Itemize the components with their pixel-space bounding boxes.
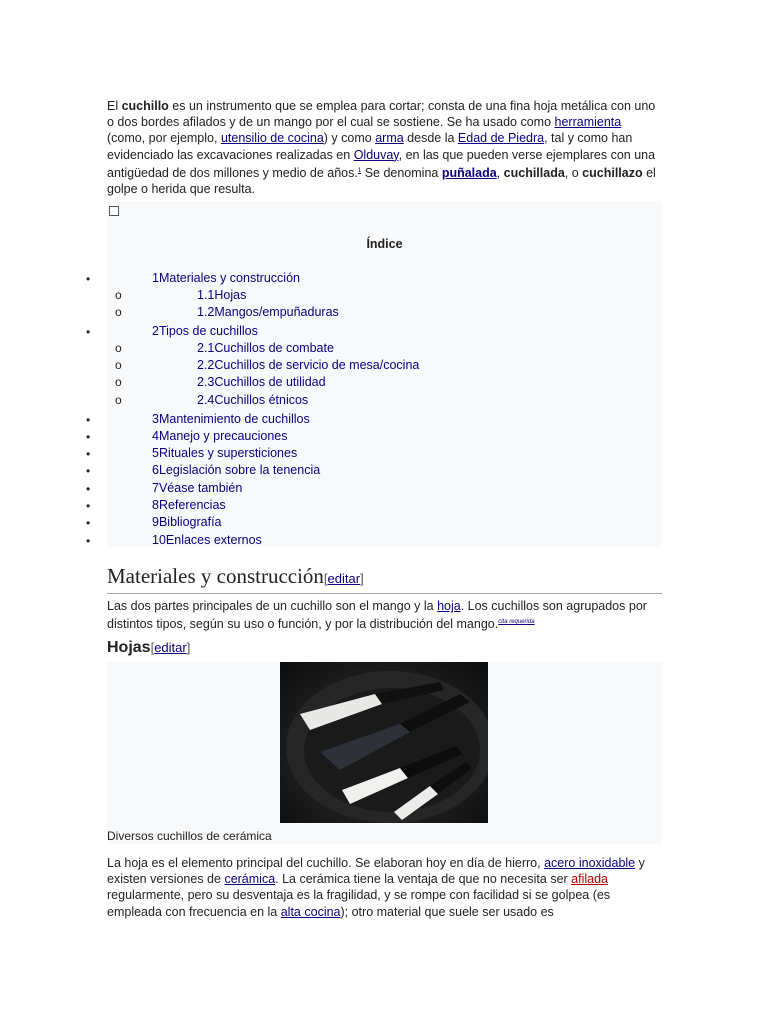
toc-item-number: 10	[152, 533, 166, 547]
intro-text: , en las que pueden verse ejemplares con una antigüedad de dos millones y medio de años.	[107, 147, 656, 180]
toc-item[interactable]	[152, 481, 242, 495]
toc-item-label: Cuchillos de combate	[214, 341, 334, 355]
intro-text: , tal y como han evidenciado las excavaciones realizadas en	[107, 131, 633, 162]
intro-text: ) y como	[323, 131, 376, 146]
toc-bullet: o	[115, 305, 122, 319]
toc-item-number: 8	[152, 498, 159, 512]
toc-item-number: 1.1	[197, 288, 215, 302]
toc-bullet: •	[86, 464, 91, 478]
toc-bullet: o	[115, 375, 122, 389]
link-alta-cocina[interactable]: alta cocina	[280, 904, 341, 919]
paragraph-text: La hoja es el elemento principal del cuchillo. Se elaboran hoy en día de hierro,	[107, 856, 545, 870]
toc-item[interactable]	[152, 498, 226, 512]
hojas-paragraph	[107, 855, 662, 920]
toc-title: Índice	[366, 237, 403, 251]
reference-1[interactable]: 1	[357, 167, 362, 174]
edit-link[interactable]: editar	[154, 640, 187, 655]
toc-bullet: •	[86, 272, 91, 286]
toc-item[interactable]	[152, 533, 262, 547]
toc-item[interactable]	[197, 393, 308, 407]
term-cuchillada: cuchillada	[503, 165, 565, 180]
cite-needed-link[interactable]: cita requerida	[498, 619, 535, 626]
table-of-contents	[107, 201, 662, 547]
toc-item-number: 2.3	[197, 375, 215, 389]
toc-item-label: Mantenimiento de cuchillos	[158, 412, 310, 426]
toc-item-label: Cuchillos de utilidad	[214, 375, 326, 389]
intro-text: el golpe o herida que resulta.	[107, 165, 656, 197]
toc-item-label: Tipos de cuchillos	[158, 324, 258, 338]
paragraph-text: regularmente, pero su desventaja es la fragilidad, y se rompe con facilidad si se golpea (es empleada con frecuencia en la	[107, 888, 611, 919]
toc-bullet: •	[86, 482, 91, 496]
toc-item-number: 1.2	[197, 305, 215, 319]
toc-item-label: Cuchillos étnicos	[214, 393, 309, 407]
link-ceramica[interactable]: cerámica	[224, 872, 276, 887]
edit-bracket-open: [	[323, 571, 328, 586]
toc-item-label: Hojas	[214, 288, 247, 302]
toc-bullet: o	[115, 341, 122, 355]
toc-bullet: •	[86, 430, 91, 444]
term-cuchillo: cuchillo	[121, 99, 169, 113]
toc-item-number: 9	[152, 515, 159, 529]
link-olduvay[interactable]: Olduvay	[353, 147, 399, 162]
intro-text: , o	[564, 165, 583, 180]
knives-illustration	[280, 662, 488, 823]
toc-item-label: Enlaces externos	[165, 533, 262, 547]
edit-section-link	[324, 571, 364, 586]
ceramic-knives-photo[interactable]	[280, 662, 488, 823]
figure-thumbnail	[107, 662, 662, 844]
toc-bullet: o	[115, 358, 122, 372]
edit-link[interactable]: editar	[327, 571, 361, 586]
link-utensilio-de-cocina[interactable]: utensilio de cocina	[220, 131, 324, 146]
link-hoja[interactable]: hoja	[437, 599, 461, 613]
toc-bullet: o	[115, 393, 122, 407]
toc-item-number: 1	[152, 271, 159, 285]
toc-item-label: Manejo y precauciones	[158, 429, 288, 443]
edit-bracket-close: ]	[186, 640, 191, 655]
intro-text: ,	[496, 165, 504, 180]
toc-item[interactable]	[152, 446, 297, 460]
subsection-heading-hojas	[107, 638, 190, 658]
link-afilada[interactable]: afilada	[571, 872, 609, 887]
toc-bullet: o	[115, 288, 122, 302]
subsection-title: Hojas	[107, 639, 151, 656]
section-heading-materiales	[107, 563, 662, 594]
edit-section-link	[151, 640, 191, 655]
intro-text: (como, por ejemplo,	[107, 131, 221, 146]
link-acero-inoxidable[interactable]: acero inoxidable	[544, 856, 636, 870]
toc-item-label: Legislación sobre la tenencia	[158, 463, 321, 477]
paragraph-text: . Los cuchillos son agrupados por distintos tipos, según su uso o función, y por la distribución del mango.	[107, 599, 647, 632]
toc-item[interactable]	[152, 324, 258, 338]
toc-item-label: Materiales y construcción	[158, 271, 300, 285]
toc-item[interactable]	[152, 271, 300, 285]
toc-item-label: Rituales y supersticiones	[158, 446, 298, 460]
link-herramienta[interactable]: herramienta	[554, 115, 622, 130]
materiales-paragraph	[107, 598, 662, 633]
toc-item-label: Mangos/empuñaduras	[214, 305, 339, 319]
toc-item-label: Referencias	[158, 498, 226, 512]
toc-item[interactable]	[197, 305, 339, 319]
paragraph-text: Las dos partes principales de un cuchillo son el mango y la	[107, 599, 438, 613]
toc-item-number: 2.2	[197, 358, 215, 372]
intro-paragraph	[107, 98, 662, 197]
link-edad-de-piedra[interactable]: Edad de Piedra	[457, 131, 545, 146]
intro-text: El	[107, 99, 122, 113]
toc-item-number: 3	[152, 412, 159, 426]
toc-item-number: 7	[152, 481, 159, 495]
toc-item[interactable]	[152, 515, 222, 529]
toc-toggle-checkbox[interactable]	[109, 206, 119, 216]
toc-bullet: •	[86, 413, 91, 427]
intro-text: Se denomina	[361, 165, 442, 180]
toc-item-number: 2	[152, 324, 159, 338]
term-cuchillazo: cuchillazo	[582, 165, 643, 180]
link-arma[interactable]: arma	[375, 131, 404, 146]
figure-caption: Diversos cuchillos de cerámica	[107, 829, 272, 843]
toc-item-number: 2.1	[197, 341, 215, 355]
toc-bullet: •	[86, 499, 91, 513]
edit-bracket-close: ]	[360, 571, 364, 586]
paragraph-text: ); otro material que suele ser usado es	[340, 904, 554, 919]
link-punalada[interactable]: puñalada	[441, 165, 497, 180]
paragraph-text: . La cerámica tiene la ventaja de que no necesita ser	[275, 872, 572, 887]
toc-item-number: 2.4	[197, 393, 215, 407]
toc-item-label: Cuchillos de servicio de mesa/cocina	[214, 358, 420, 372]
toc-bullet: •	[86, 534, 91, 548]
toc-item-number: 4	[152, 429, 159, 443]
toc-item[interactable]	[197, 375, 326, 389]
toc-item[interactable]	[197, 288, 246, 302]
intro-text: es un instrumento que se emplea para cortar; consta de una fina hoja metálica con uno o dos bordes afilados y de un mango por el cual se sostiene. Se ha usado como	[107, 99, 656, 130]
toc-item-label: Véase también	[158, 481, 243, 495]
toc-item-number: 5	[152, 446, 159, 460]
toc-bullet: •	[86, 325, 91, 339]
toc-item[interactable]	[152, 463, 320, 477]
toc-item-label: Bibliografía	[158, 515, 222, 529]
edit-bracket-open: [	[150, 640, 155, 655]
toc-item-number: 6	[152, 463, 159, 477]
paragraph-text: y existen versiones de	[107, 856, 645, 887]
toc-item[interactable]	[197, 358, 419, 372]
toc-item[interactable]	[152, 412, 310, 426]
toc-bullet: •	[86, 447, 91, 461]
intro-text: desde la	[403, 131, 458, 146]
toc-bullet: •	[86, 516, 91, 530]
toc-item[interactable]	[197, 341, 334, 355]
section-title: Materiales y construcción	[107, 564, 324, 588]
toc-item[interactable]	[152, 429, 288, 443]
